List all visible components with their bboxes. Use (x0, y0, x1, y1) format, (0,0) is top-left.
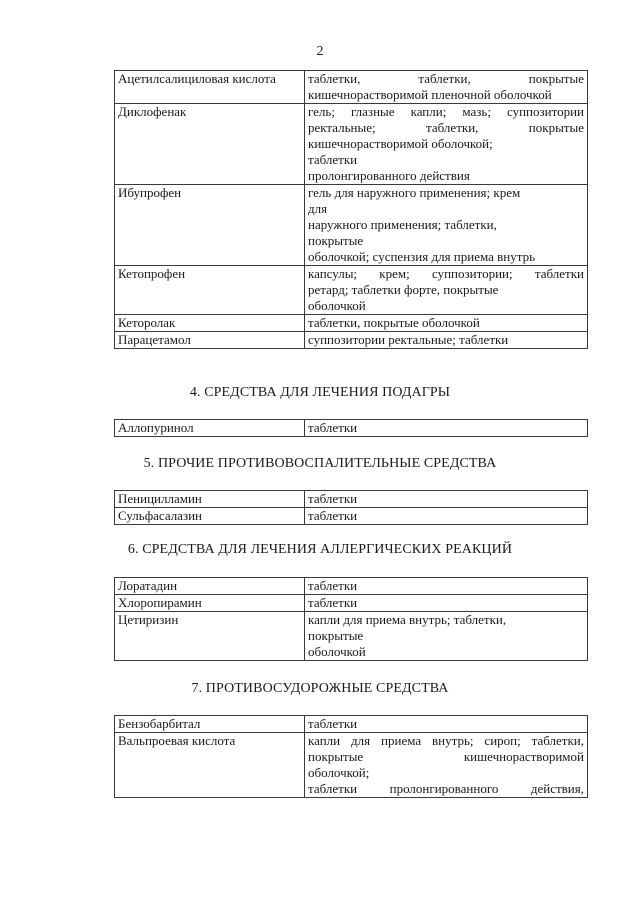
drug-table-nsaid (114, 70, 588, 349)
drug-name: Парацетамол (115, 332, 305, 349)
form-line: гель; глазные капли; мазь; суппозитории (308, 104, 584, 119)
drug-name: Сульфасалазин (115, 508, 305, 525)
form-line: покрытые кишечнорастворимой (308, 749, 584, 764)
section-title-anti-inflammatory: 5. ПРОЧИЕ ПРОТИВОВОСПАЛИТЕЛЬНЫЕ СРЕДСТВА (143, 456, 497, 471)
table-row (115, 266, 588, 315)
section-title-anticonvulsant: 7. ПРОТИВОСУДОРОЖНЫЕ СРЕДСТВА (191, 681, 449, 696)
table-row (115, 71, 588, 104)
drug-name: Вальпроевая кислота (115, 733, 305, 798)
form-line: покрытые (308, 233, 364, 248)
dosage-form (305, 104, 588, 185)
table-row (115, 508, 588, 525)
dosage-form (305, 420, 588, 437)
form-line: капли для приема внутрь; таблетки, (308, 612, 507, 627)
form-line: таблетки (308, 420, 358, 435)
drug-name: Кетопрофен (115, 266, 305, 315)
dosage-form (305, 612, 588, 661)
form-line: оболочкой (308, 644, 366, 659)
section-title-allergy: 6. СРЕДСТВА ДЛЯ ЛЕЧЕНИЯ АЛЛЕРГИЧЕСКИХ РЕАКЦИЙ (127, 542, 513, 557)
drug-name: Кеторолак (115, 315, 305, 332)
drug-table-anticonvulsant (114, 715, 588, 798)
dosage-form (305, 733, 588, 798)
form-line: кишечнорастворимой пленочной оболочкой (308, 87, 552, 102)
table-row (115, 185, 588, 266)
section-nsaid-continuation (114, 70, 587, 349)
drug-name: Пеницилламин (115, 491, 305, 508)
drug-table-anti-inflammatory (114, 490, 588, 525)
dosage-form (305, 71, 588, 104)
table-row (115, 716, 588, 733)
dosage-form (305, 508, 588, 525)
dosage-form (305, 266, 588, 315)
form-line: оболочкой; (308, 765, 370, 780)
drug-name: Бензобарбитал (115, 716, 305, 733)
dosage-form (305, 185, 588, 266)
form-line: оболочкой (308, 298, 366, 313)
form-line: таблетки (308, 716, 358, 731)
table-row (115, 595, 588, 612)
form-line: таблетки (308, 491, 358, 506)
drug-name: Цетиризин (115, 612, 305, 661)
form-line: таблетки (308, 508, 358, 523)
drug-name: Диклофенак (115, 104, 305, 185)
table-row (115, 491, 588, 508)
form-line: суппозитории ректальные; таблетки (308, 332, 509, 347)
dosage-form (305, 315, 588, 332)
dosage-form (305, 595, 588, 612)
section-title-gout: 4. СРЕДСТВА ДЛЯ ЛЕЧЕНИЯ ПОДАГРЫ (189, 385, 451, 400)
drug-name: Лоратадин (115, 578, 305, 595)
section-allergy (114, 577, 587, 661)
form-line: ретард; таблетки форте, покрытые (308, 282, 499, 297)
form-line: капли для приема внутрь; сироп; таблетки, (308, 733, 584, 748)
form-line: пролонгированного действия (308, 168, 470, 183)
drug-table-gout (114, 419, 588, 437)
form-line: таблетки (308, 152, 358, 167)
dosage-form (305, 578, 588, 595)
section-anticonvulsant (114, 715, 587, 798)
form-line: таблетки пролонгированного действия, (308, 781, 584, 796)
form-line: гель для наружного применения; крем (308, 185, 521, 200)
table-row (115, 420, 588, 437)
form-line: покрытые (308, 628, 364, 643)
drug-name: Хлоропирамин (115, 595, 305, 612)
table-row (115, 104, 588, 185)
page-number: 2 (316, 44, 324, 59)
table-row (115, 315, 588, 332)
form-line: капсулы; крем; суппозитории; таблетки (308, 266, 584, 281)
table-row (115, 332, 588, 349)
drug-name: Аллопуринол (115, 420, 305, 437)
table-row (115, 612, 588, 661)
form-line: кишечнорастворимой оболочкой; (308, 136, 493, 151)
form-line: таблетки (308, 578, 358, 593)
drug-table-allergy (114, 577, 588, 661)
drug-name: Ибупрофен (115, 185, 305, 266)
table-row (115, 578, 588, 595)
drug-name: Ацетилсалициловая кислота (115, 71, 305, 104)
form-line: для (308, 201, 328, 216)
dosage-form (305, 332, 588, 349)
form-line: наружного применения; таблетки, (308, 217, 497, 232)
table-row (115, 733, 588, 798)
form-line: оболочкой; суспензия для приема внутрь (308, 249, 536, 264)
form-line: ректальные; таблетки, покрытые (308, 120, 584, 135)
section-gout (114, 419, 587, 437)
form-line: таблетки, таблетки, покрытые (308, 71, 584, 86)
dosage-form (305, 716, 588, 733)
form-line: таблетки, покрытые оболочкой (308, 315, 480, 330)
section-anti-inflammatory (114, 490, 587, 525)
form-line: таблетки (308, 595, 358, 610)
dosage-form (305, 491, 588, 508)
